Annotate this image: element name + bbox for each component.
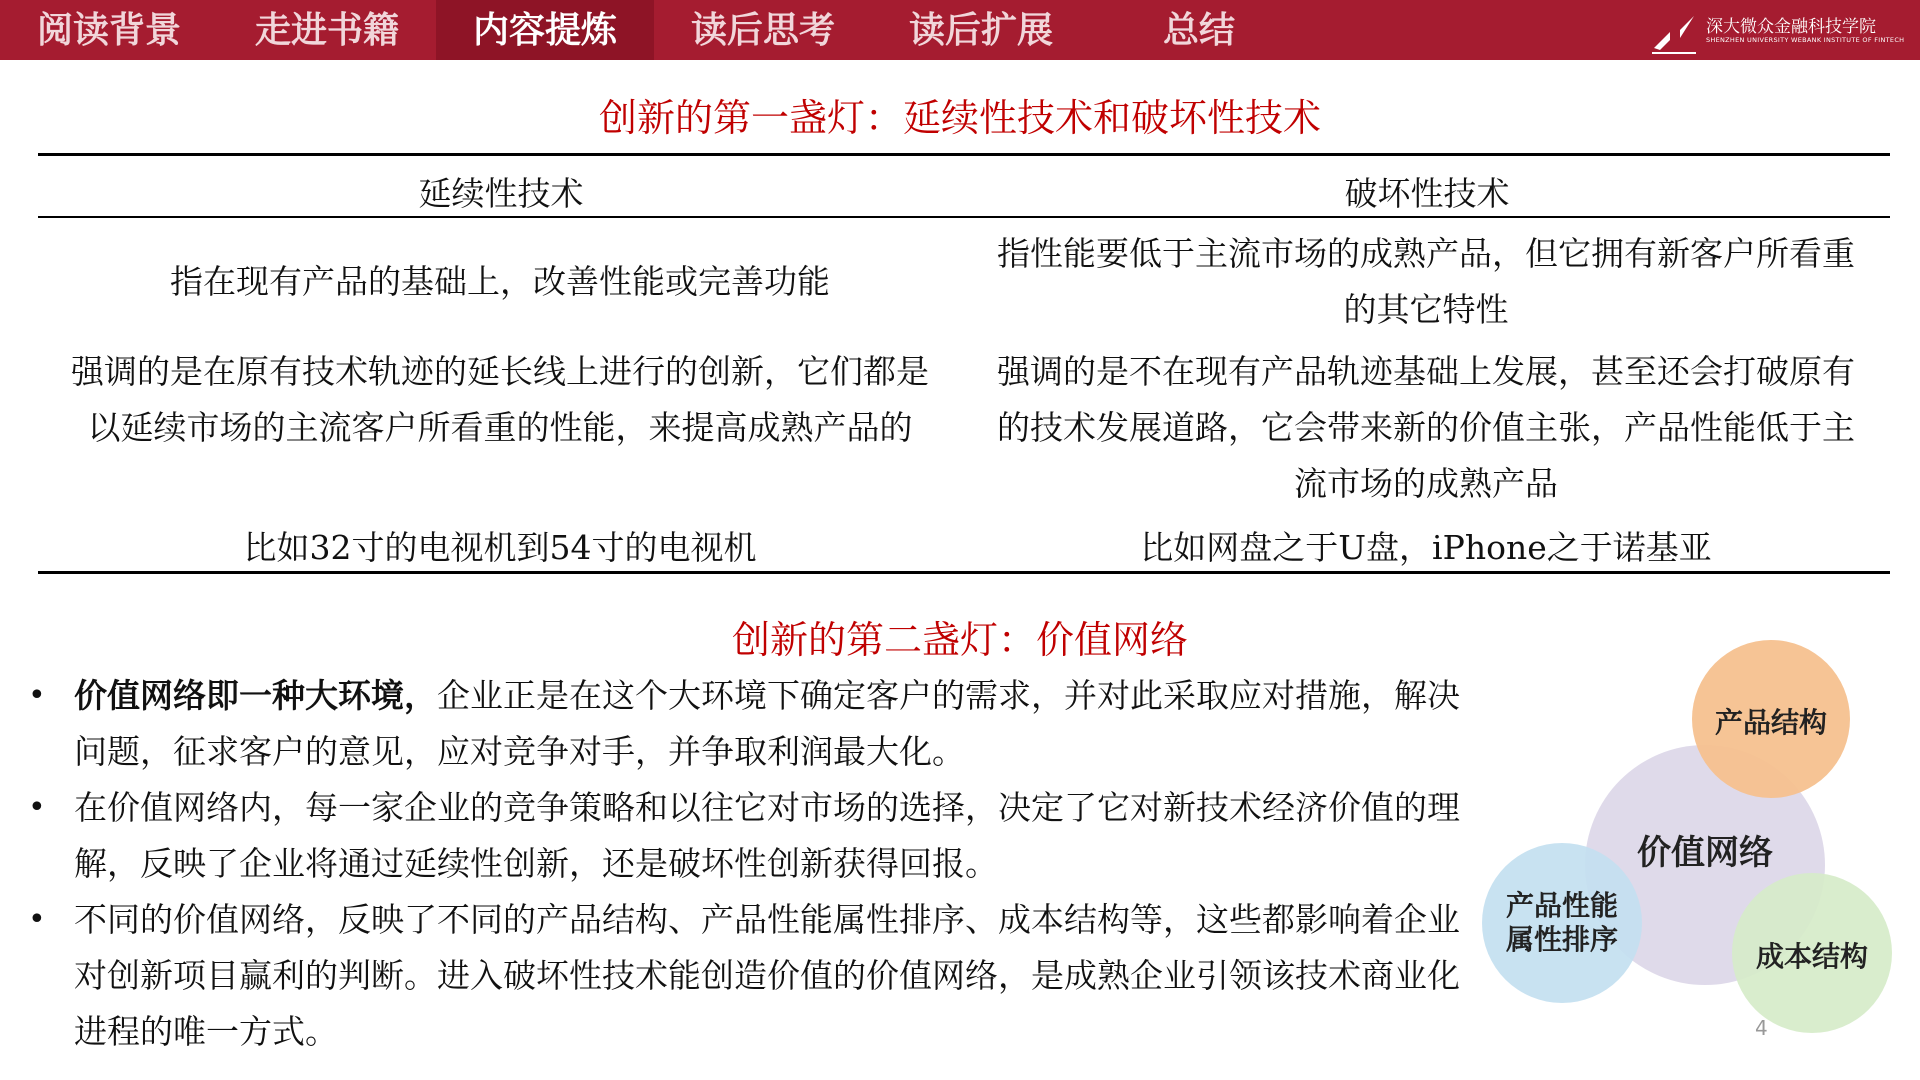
bullet-dot: • <box>28 790 46 825</box>
label-value-network: 价值网络 <box>1637 833 1773 873</box>
table-cell: 指在现有产品的基础上，改善性能或完善功能 <box>170 262 830 301</box>
list-item <box>28 780 1468 892</box>
bullet-dot: • <box>28 678 46 713</box>
list-item <box>28 892 1468 1060</box>
bullet-list <box>28 668 1468 1060</box>
table-cell: 强调的是不在现有产品轨迹基础上发展，甚至还会打破原有的技术发展道路，它会带来新的价值主张，产品性能低于主流市场的成熟产品 <box>997 352 1855 503</box>
label-product-structure: 产品结构 <box>1714 706 1827 739</box>
table-cell: 指性能要低于主流市场的成熟产品，但它拥有新客户所看重的其它特性 <box>997 234 1855 329</box>
section2-title: 创新的第二盏灯：价值网络 <box>731 618 1188 662</box>
value-network-diagram <box>1470 635 1910 1075</box>
tab-content-summary[interactable]: 内容提炼 <box>436 0 654 60</box>
list-item <box>28 668 1468 780</box>
label-cost-structure: 成本结构 <box>1755 940 1868 973</box>
table-bottom-rule <box>38 571 1890 574</box>
bullet-lead: 价值网络即一种大环境， <box>74 676 437 715</box>
logo-name-cn: 深大微众金融科技学院 <box>1706 17 1876 37</box>
table-header-sustaining: 延续性技术 <box>418 174 584 213</box>
table-header-rule <box>38 216 1890 218</box>
logo-mark-icon <box>1650 8 1698 54</box>
bullet-text: 不同的价值网络，反映了不同的产品结构、产品性能属性排序、成本结构等，这些都影响着企业对创新项目赢利的判断。进入破坏性技术能创造价值的价值网络，是成熟企业引领该技术商业化进程的唯一方式。 <box>74 900 1460 1051</box>
institute-logo <box>1650 8 1910 54</box>
bullet-dot: • <box>28 902 46 937</box>
top-nav-bar <box>0 0 1920 60</box>
nav-tabs <box>0 0 1308 60</box>
table-cell: 比如网盘之于U盘，iPhone之于诺基亚 <box>1140 528 1712 567</box>
table-top-rule <box>38 153 1890 156</box>
tab-into-book[interactable]: 走进书籍 <box>254 10 399 51</box>
tab-reading-background[interactable]: 阅读背景 <box>36 10 181 51</box>
bullet-text: 在价值网络内，每一家企业的竞争策略和以往它对市场的选择，决定了它对新技术经济价值的理解，反映了企业将通过延续性创新，还是破坏性创新获得回报。 <box>74 788 1460 883</box>
tab-reflection[interactable]: 读后思考 <box>690 10 835 51</box>
table-cell: 强调的是在原有技术轨迹的延长线上进行的创新，它们都是以延续市场的主流客户所看重的性能，来提高成熟产品的 <box>71 352 929 447</box>
section1-title: 创新的第一盏灯：延续性技术和破坏性技术 <box>598 96 1321 140</box>
table-header-disruptive: 破坏性技术 <box>1344 174 1510 213</box>
page-number: 4 <box>1755 1016 1768 1040</box>
table-cell: 比如32寸的电视机到54寸的电视机 <box>243 528 757 567</box>
bullet-text: 企业正是在这个大环境下确定客户的需求，并对此采取应对措施，解决问题，征求客户的意见，应对竞争对手，并争取利润最大化。 <box>74 676 1460 771</box>
logo-name-en: SHENZHEN UNIVERSITY WEBANK INSTITUTE OF FINTECH <box>1706 36 1905 44</box>
label-performance-ranking: 产品性能 属性排序 <box>1505 889 1618 956</box>
tab-conclusion[interactable]: 总结 <box>1162 10 1235 51</box>
tab-extension[interactable]: 读后扩展 <box>908 10 1053 51</box>
